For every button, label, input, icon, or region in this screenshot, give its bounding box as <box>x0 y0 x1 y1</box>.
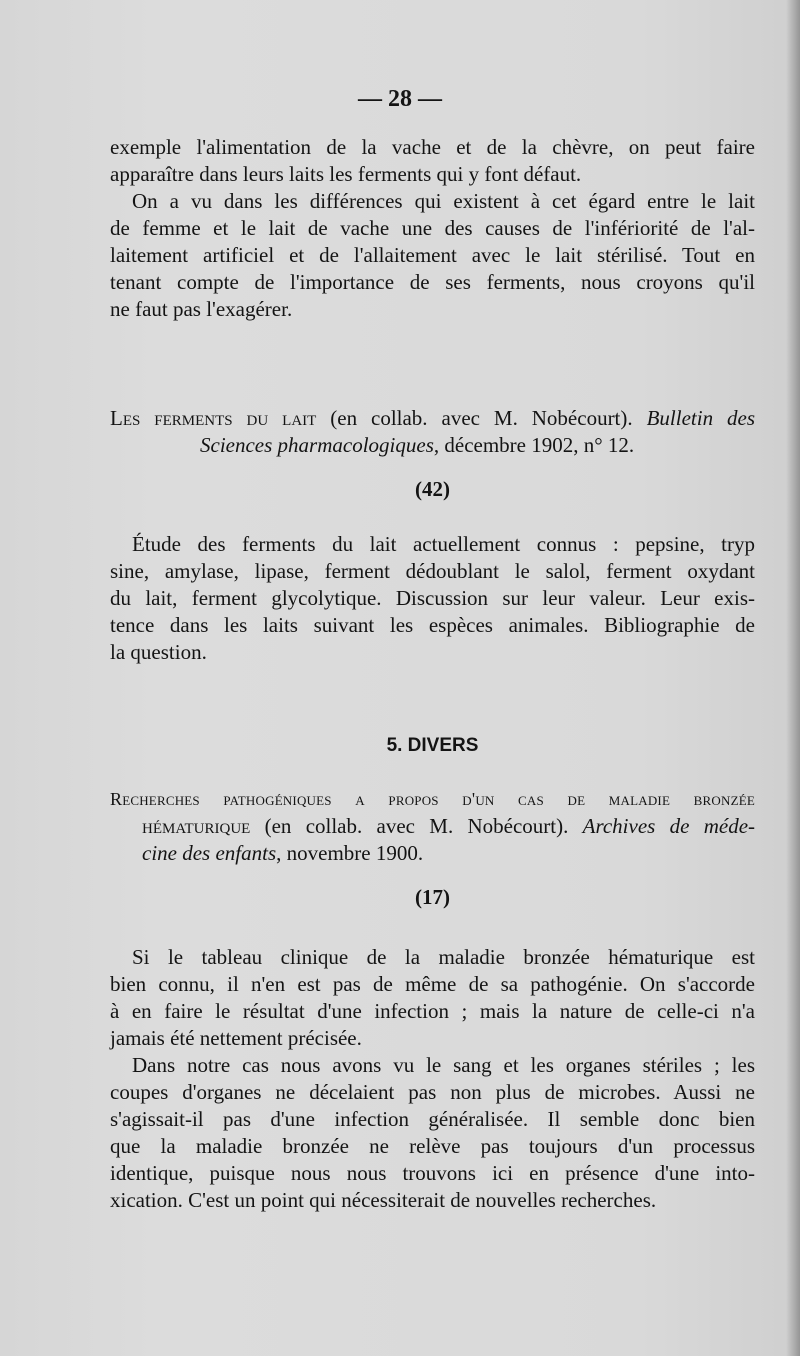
text-line: la question. <box>110 640 207 664</box>
text-line: bien connu, il n'en est pas de même de sa pathogénie. On s'accorde <box>110 972 755 996</box>
text-line: apparaître dans leurs laits les ferments qui y font défaut. <box>110 162 582 186</box>
reference-date: , novembre 1900. <box>276 841 424 865</box>
text-line: sine, amylase, lipase, ferment dédoublant le salol, ferment oxydant <box>110 559 755 583</box>
text-line: laitement artificiel et de l'allaitement avec le lait stérilisé. Tout en <box>110 243 755 267</box>
text-line: identique, puisque nous nous trouvons ici en présence d'une into- <box>110 1161 755 1185</box>
section-title: 5. DIVERS <box>386 735 479 756</box>
reference-title: Les ferments du lait <box>110 406 317 430</box>
text-line: ne faut pas l'exagérer. <box>110 297 293 321</box>
page-edge-shadow <box>786 0 800 1356</box>
reference-collab: (en collab. avec M. Nobécourt). <box>250 814 583 838</box>
reference-number: (17) <box>415 885 450 909</box>
paragraph-etude <box>110 531 755 666</box>
reference-journal: Sciences pharmacologiques <box>200 433 434 457</box>
text-line: tenant compte de l'importance de ses ferments, nous croyons qu'il <box>110 270 755 294</box>
reference-journal: cine des enfants <box>142 841 277 865</box>
reference-ferments-du-lait <box>110 405 755 459</box>
reference-collab: (en collab. avec M. Nobécourt). <box>316 406 647 430</box>
paragraph-tableau-clinique <box>110 944 755 1052</box>
reference-number: (42) <box>415 477 450 501</box>
text-line: On a vu dans les différences qui existent à cet égard entre le lait <box>132 189 755 213</box>
text-line: xication. C'est un point qui nécessiterait de nouvelles recherches. <box>110 1188 657 1212</box>
text-line: exemple l'alimentation de la vache et de la chèvre, on peut faire <box>110 135 755 159</box>
text-line: jamais été nettement précisée. <box>110 1026 362 1050</box>
text-line: de femme et le lait de vache une des causes de l'infériorité de l'al- <box>110 216 755 240</box>
page-number: — 28 — <box>358 86 442 112</box>
reference-journal: Bulletin des <box>646 406 755 430</box>
reference-title: Recherches pathogéniques a propos d'un cas de maladie bronzée <box>110 789 755 809</box>
paragraph-continuation <box>110 134 755 188</box>
reference-title: hématurique <box>142 814 251 838</box>
reference-date: , décembre 1902, n° 12. <box>433 433 635 457</box>
paragraph-allaitement <box>110 188 755 323</box>
text-line: coupes d'organes ne décelaient pas non plus de microbes. Aussi ne <box>110 1080 755 1104</box>
text-line: que la maladie bronzée ne relève pas toujours d'un processus <box>110 1134 755 1158</box>
text-line: à en faire le résultat d'une infection ; mais la nature de celle-ci n'a <box>110 999 755 1023</box>
text-line: s'agissait-il pas d'une infection généralisée. Il semble donc bien <box>110 1107 755 1131</box>
reference-maladie-bronzee <box>110 786 755 867</box>
text-line: Dans notre cas nous avons vu le sang et les organes stériles ; les <box>132 1053 755 1077</box>
text-line: tence dans les laits suivant les espèces animales. Bibliographie de <box>110 613 755 637</box>
text-line: Étude des ferments du lait actuellement connus : pepsine, tryp <box>132 532 755 556</box>
text-line: Si le tableau clinique de la maladie bronzée hématurique est <box>132 945 755 969</box>
paragraph-notre-cas <box>110 1052 755 1214</box>
text-line: du lait, ferment glycolytique. Discussion sur leur valeur. Leur exis- <box>110 586 755 610</box>
reference-journal: Archives de méde- <box>582 814 756 838</box>
